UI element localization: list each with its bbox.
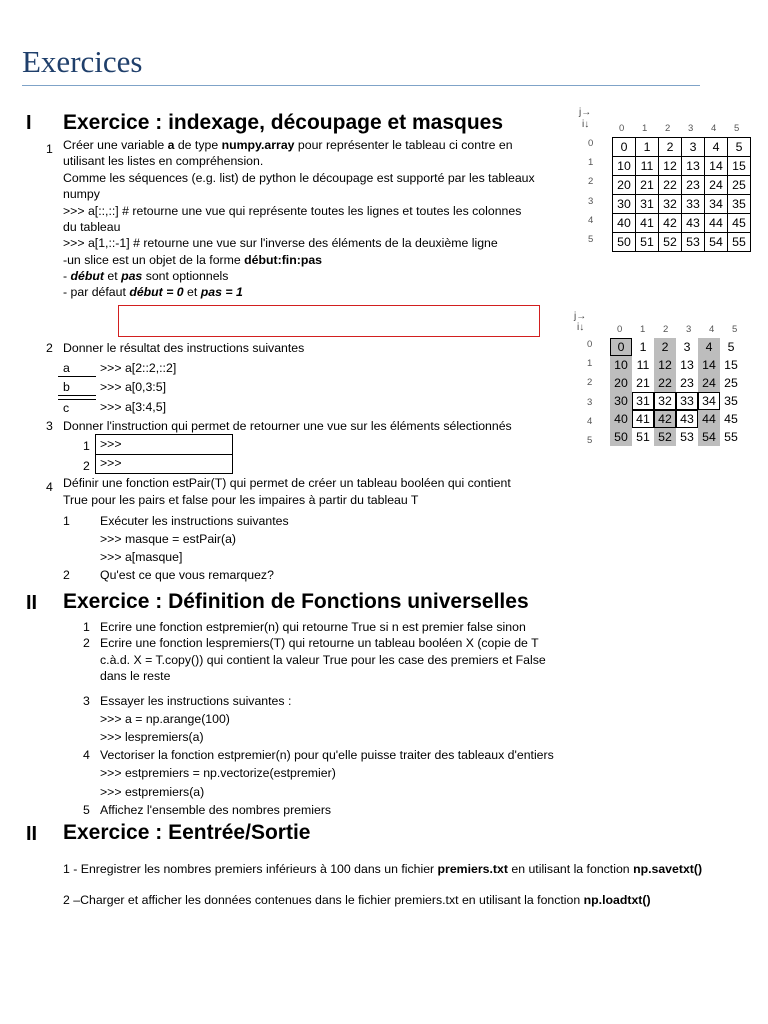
column-header: 4 [711,123,717,134]
sec2-item-4-line-1: Vectoriser la fonction estpremier(n) pour qu'elle puisse traiter des tableaux d'entiers [100,748,554,762]
sec2-item-3-line-1: Essayer les instructions suivantes : [100,694,292,708]
grid-cell: 34 [705,195,728,214]
q4-number: 4 [46,480,53,494]
grid-cell: 30 [613,195,636,214]
grid-cell: 43 [676,410,698,428]
q4-sub1-number: 1 [63,514,70,528]
grid-cell: 10 [610,356,632,374]
grid-cell: 0 [610,338,632,356]
section-2-number: II [26,592,38,614]
grid-cell: 45 [728,214,751,233]
sec2-item-1-line-1: Ecrire une fonction estpremier(n) qui retourne True si n est premier false sinon [100,620,526,634]
column-header: 2 [665,123,671,134]
row-header: 3 [587,396,593,408]
row-header: 4 [587,415,593,427]
q2-item-c-label: c [58,399,96,416]
column-header: 1 [640,324,646,335]
q2-item-a-label: a [58,360,96,377]
grid-cell: 41 [636,214,659,233]
column-header: 4 [709,324,715,335]
grid-row [613,138,751,157]
q1-line-9: - début et pas sont optionnels [63,269,229,283]
q2-number: 2 [46,341,53,355]
grid-cell: 31 [636,195,659,214]
q3-text: Donner l'instruction qui permet de retourner une vue sur les éléments sélectionnés [63,419,512,433]
section-1-number: I [26,112,32,134]
grid-cell: 51 [636,430,650,444]
section-3-number: II [26,823,38,845]
grid-row [610,392,742,410]
selection-table [610,338,742,446]
row-header: 0 [587,339,593,350]
q2-item-b-label: b [58,379,96,396]
sec2-item-4-line-2: >>> estpremiers = np.vectorize(estpremier) [100,766,336,780]
q4-sub1-line-1: Exécuter les instructions suivantes [100,514,289,528]
grid-cell: 52 [659,233,682,252]
grid-cell: 20 [610,374,632,392]
grid-cell: 24 [698,374,720,392]
grid-row [610,428,742,446]
grid-cell: 20 [613,176,636,195]
grid-cell: 51 [636,233,659,252]
q4-line-2: True pour les pairs et false pour les impaires à partir du tableau T [63,493,419,507]
grid-cell: 33 [676,392,698,410]
row-header: 5 [588,234,594,245]
row-header: 2 [587,377,593,389]
grid-row [610,410,742,428]
section-1-title: Exercice : indexage, découpage et masques [63,111,504,134]
grid-cell: 44 [705,214,728,233]
grid-cell: 54 [705,233,728,252]
page-title: Exercices [22,44,143,79]
grid-cell: 52 [654,428,676,446]
q4-sub2-number: 2 [63,568,70,582]
grid-cell: 21 [636,176,659,195]
grid-cell: 53 [682,233,705,252]
grid-cell: 2 [659,138,682,157]
grid-cell: 0 [613,138,636,157]
grid-cell: 13 [682,157,705,176]
grid-cell: 35 [724,394,738,408]
grid-cell: 13 [680,358,694,372]
grid-cell: 25 [724,376,738,390]
column-header: 3 [686,324,692,335]
q2-item-c-code: >>> a[3:4,5] [100,400,166,414]
q1-line-10: - par défaut début = 0 et pas = 1 [63,285,243,299]
column-header: 5 [734,123,740,134]
grid2-j-label: j→ [574,311,587,322]
q3-item-1-number: 1 [83,439,90,453]
grid-cell: 42 [654,410,676,428]
grid-cell: 22 [659,176,682,195]
column-header: 0 [619,123,625,134]
grid1-i-label: i↓ [582,119,590,130]
row-header: 2 [588,176,594,188]
grid-cell: 34 [698,392,720,410]
grid-cell: 14 [698,356,720,374]
q1-line-4: numpy [63,187,100,201]
column-header: 1 [642,123,648,134]
q4-sub2-text: Qu'est ce que vous remarquez? [100,568,274,582]
grid-cell: 3 [682,138,705,157]
grid-row [613,195,751,214]
row-header: 1 [588,157,594,169]
q4-sub1-line-3: >>> a[masque] [100,550,183,564]
array-table [612,137,751,252]
grid-cell: 45 [724,412,738,426]
sec3-paragraph-1: 1 - Enregistrer les nombres premiers inférieurs à 100 dans un fichier premiers.txt en utilisant la fonction np.savetxt() [63,862,703,876]
sec2-item-3-line-3: >>> lespremiers(a) [100,730,204,744]
q3-answer-input-2[interactable]: >>> [95,454,233,474]
grid-cell: 42 [659,214,682,233]
q3-number: 3 [46,419,53,433]
grid-cell: 5 [728,138,751,157]
grid-cell: 23 [680,376,694,390]
q4-sub1-line-2: >>> masque = estPair(a) [100,532,237,546]
sec3-paragraph-2: 2 –Charger et afficher les données contenues dans le fichier premiers.txt en utilisant la fonction np.loadtxt() [63,893,651,907]
grid-cell: 41 [632,410,654,428]
grid-row [610,338,742,356]
title-divider [22,85,700,86]
grid-cell: 30 [610,392,632,410]
grid-cell: 1 [639,340,647,354]
sec2-item-2-line-2: c.à.d. X = T.copy()) qui contient la valeur True pour les case des premiers et False [100,653,546,667]
grid-row [613,176,751,195]
grid-cell: 32 [654,392,676,410]
grid-cell: 11 [636,358,650,372]
grid-cell: 1 [636,138,659,157]
grid-cell: 40 [613,214,636,233]
grid-cell: 4 [705,138,728,157]
sec2-item-2-line-3: dans le reste [100,669,171,683]
grid-cell: 5 [727,340,735,354]
sec2-item-5-line-1: Affichez l'ensemble des nombres premiers [100,803,332,817]
grid-cell: 25 [728,176,751,195]
grid-cell: 44 [698,410,720,428]
column-header: 3 [688,123,694,134]
row-header: 0 [588,138,594,149]
grid-cell: 33 [682,195,705,214]
row-header: 4 [588,214,594,226]
grid-cell: 21 [636,376,650,390]
grid-cell: 24 [705,176,728,195]
q1-line-8: -un slice est un objet de la forme début:fin:pas [63,253,323,267]
grid-cell: 55 [728,233,751,252]
grid-cell: 15 [728,157,751,176]
grid-cell: 14 [705,157,728,176]
sec2-item-5-number: 5 [83,803,90,817]
q2-text: Donner le résultat des instructions suivantes [63,341,305,355]
q1-line-5: >>> a[::,::] # retourne une vue qui représente toutes les lignes et toutes les colonnes [63,204,522,218]
grid-cell: 43 [682,214,705,233]
sec2-item-4-line-3: >>> estpremiers(a) [100,785,205,799]
grid2-i-label: i↓ [577,322,585,333]
grid-cell: 50 [613,233,636,252]
row-header: 1 [587,358,593,370]
grid-cell: 31 [632,392,654,410]
q1-line-2: utilisant les listes en compréhension. [63,154,264,168]
q2-item-a-code: >>> a[2::2,::2] [100,361,177,375]
grid-cell: 35 [728,195,751,214]
column-header: 2 [663,324,669,335]
column-header: 5 [732,324,738,335]
grid-cell: 12 [654,356,676,374]
grid-cell: 2 [654,338,676,356]
sec2-item-2-number: 2 [83,636,90,650]
q1-line-1: Créer une variable a de type numpy.array pour représenter le tableau ci contre en [63,138,513,152]
q4-line-1: Définir une fonction estPair(T) qui permet de créer un tableau booléen qui contient [63,476,511,490]
grid-cell: 32 [659,195,682,214]
sec2-item-3-line-2: >>> a = np.arange(100) [100,712,230,726]
grid-cell: 4 [698,338,720,356]
row-header: 3 [588,195,594,207]
grid-cell: 23 [682,176,705,195]
grid-row [613,157,751,176]
grid-cell: 54 [698,428,720,446]
grid-cell: 10 [613,157,636,176]
q1-number: 1 [46,142,53,156]
grid-cell: 11 [636,157,659,176]
row-header: 5 [587,435,593,446]
sec2-item-4-number: 4 [83,748,90,762]
q3-answer-input-1[interactable]: >>> [95,434,233,455]
section-3-title: Exercice : Eentrée/Sortie [63,821,311,844]
grid-cell: 3 [683,340,691,354]
grid-cell: 40 [610,410,632,428]
q1-line-3: Comme les séquences (e.g. list) de python le découpage est supporté par les tableaux [63,171,535,185]
grid-cell: 22 [654,374,676,392]
sec2-item-2-line-1: Ecrire une fonction lespremiers(T) qui retourne un tableau booléen X (copie de T [100,636,539,650]
q3-item-2-number: 2 [83,459,90,473]
q1-line-6: du tableau [63,220,121,234]
grid-row [610,356,742,374]
column-header: 0 [617,324,623,335]
grid-cell: 50 [610,428,632,446]
grid-row [610,374,742,392]
sec2-item-1-number: 1 [83,620,90,634]
sec2-item-3-number: 3 [83,694,90,708]
grid-cell: 53 [680,430,694,444]
grid-cell: 55 [724,430,738,444]
grid-cell: 15 [724,358,738,372]
grid1-j-label: j→ [579,107,592,118]
q1-line-7: >>> a[1,::-1] # retourne une vue sur l'inverse des éléments de la deuxième ligne [63,236,498,250]
grid-row [613,214,751,233]
section-2-title: Exercice : Définition de Fonctions universelles [63,590,529,613]
answer-box[interactable] [118,305,540,337]
grid-cell: 12 [659,157,682,176]
grid-row [613,233,751,252]
q2-item-b-code: >>> a[0,3:5] [100,380,166,394]
